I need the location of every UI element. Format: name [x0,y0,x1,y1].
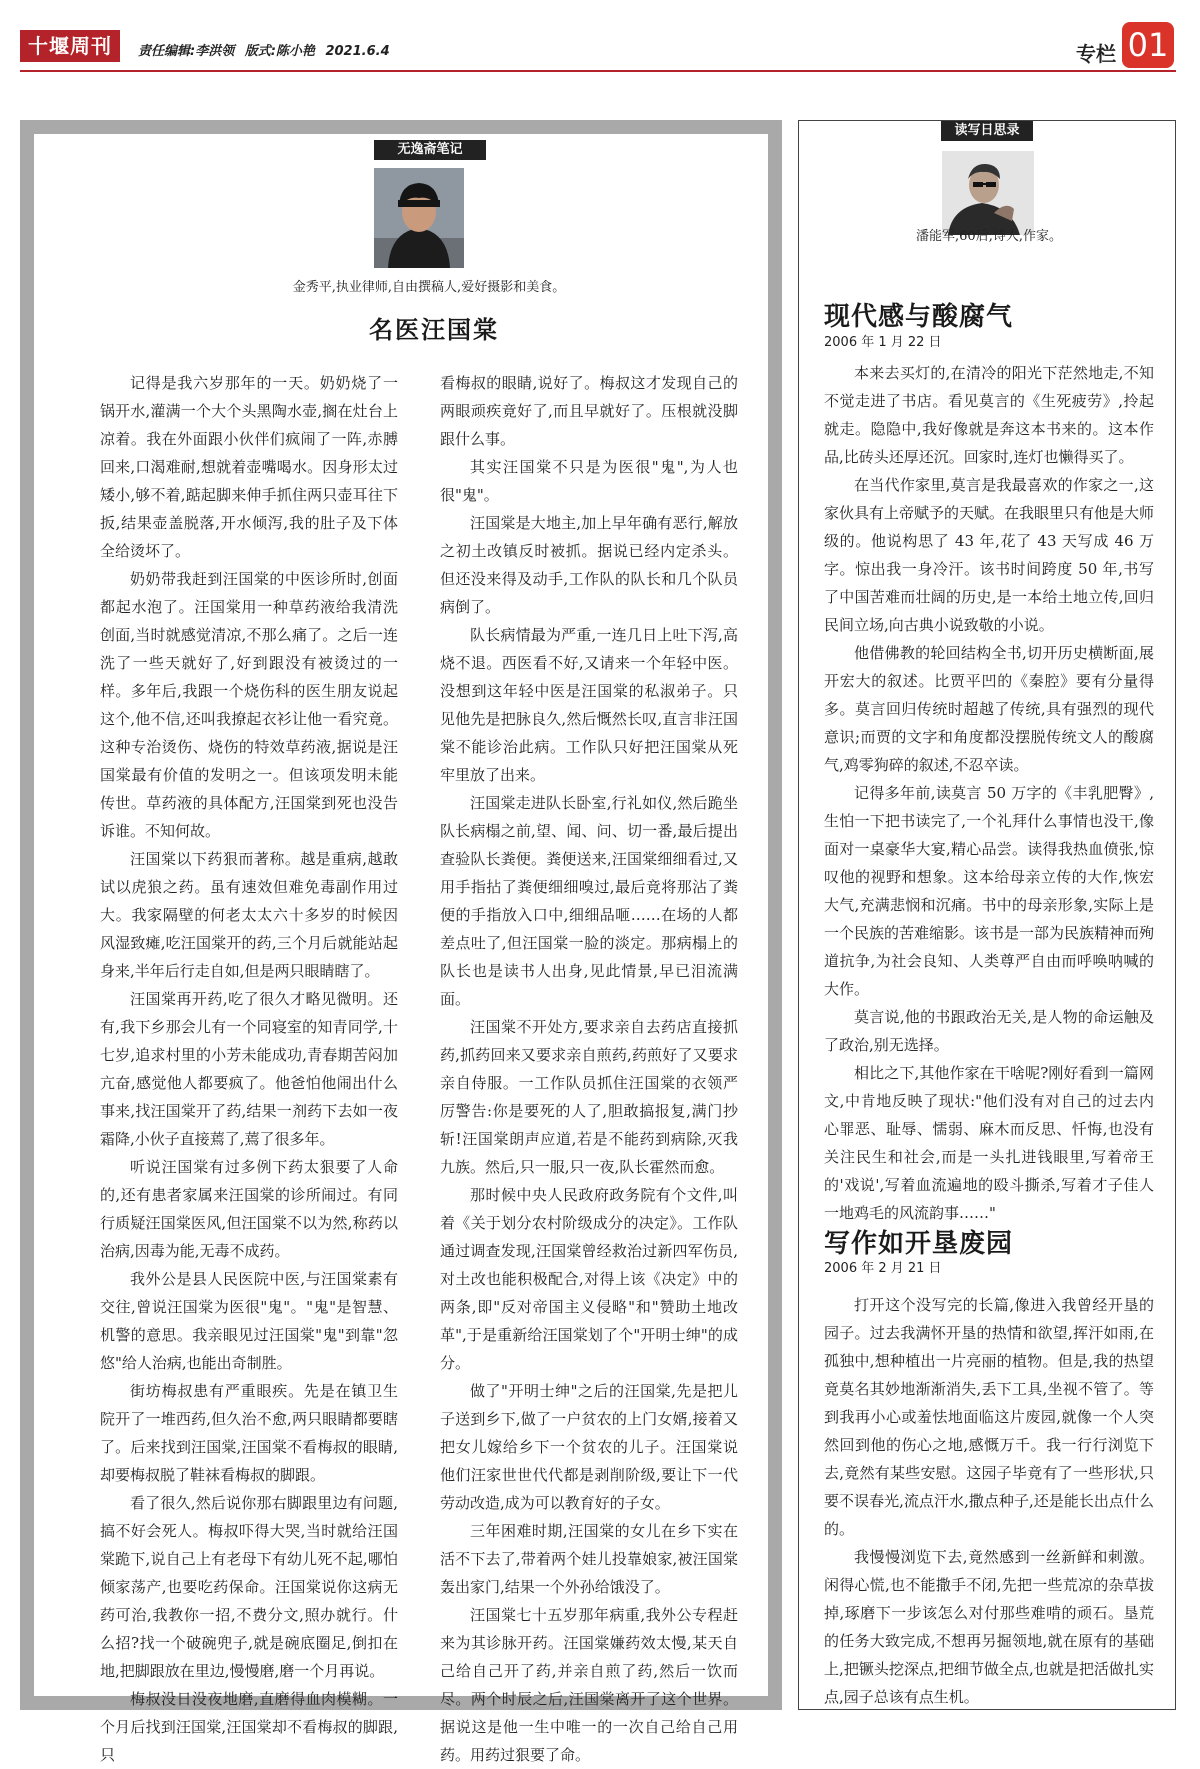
article-title: 名医汪国棠 [369,315,499,344]
paragraph: 听说汪国棠有过多例下药太狠要了人命的,还有患者家属来汪国棠的诊所闹过。有同行质疑汪国棠医风,但汪国棠不以为然,称药以治病,因毒为能,无毒不成药。 [100,1158,398,1260]
article-title: 现代感与酸腐气 [824,302,1014,332]
paragraph: 街坊梅叔患有严重眼疾。先是在镇卫生院开了一堆西药,但久治不愈,两只眼睛都要瞎了。后来找到汪国棠,汪国棠不看梅叔的眼睛,却要梅叔脱了鞋袜看梅叔的脚跟。 [100,1382,398,1484]
paragraph: 汪国棠再开药,吃了很久才略见微明。还有,我下乡那会儿有一个同寝室的知青同学,十七岁,追求村里的小芳未能成功,青春期苦闷加亢奋,感觉他人都要疯了。他爸怕他闹出什么事来,找汪国棠开了药,结果一剂药下去如一夜霜降,小伙子直接蔫了,蔫了很多年。 [100,990,398,1148]
paragraph: 汪国棠是大地主,加上早年确有恶行,解放之初土改镇反时被抓。据说已经内定杀头。但还没来得及动手,工作队的队长和几个队员病倒了。 [440,514,738,616]
paragraph: 汪国棠以下药狠而著称。越是重病,越敢试以虎狼之药。虽有速效但难免毒副作用过大。我家隔壁的何老太太六十多岁的时候因风湿致瘫,吃汪国棠开的药,三个月后就能站起身来,半年后行走自如,但是两只眼睛瞎了。 [100,850,398,980]
author-portrait-icon [374,168,464,268]
article-body-col-1 [100,369,398,1769]
edition-info [138,40,396,59]
author-portrait-icon [942,151,1034,235]
paragraph: 三年困难时期,汪国棠的女儿在乡下实在活不下去了,带着两个娃儿投靠娘家,被汪国棠轰出家门,结果一个外孙给饿没了。 [440,1522,738,1596]
paragraph: 队长病情最为严重,一连几日上吐下泻,高烧不退。西医看不好,又请来一个年轻中医。没想到这年轻中医是汪国棠的私淑弟子。只见他先是把脉良久,然后慨然长叹,直言非汪国棠不能诊治此病。工作队只好把汪国棠从死牢里放了出来。 [440,626,738,784]
paragraph: 本来去买灯的,在清冷的阳光下茫然地走,不知不觉走进了书店。看见莫言的《生死疲劳》,拎起就走。隐隐中,我好像就是奔这本书来的。这本作品,比砖头还厚还沉。回家时,连灯也懒得买了。 [824,364,1154,466]
paragraph: 那时候中央人民政府政务院有个文件,叫着《关于划分农村阶级成分的决定》。工作队通过调查发现,汪国棠曾经救治过新四军伤员,对土改也能积极配合,对得上该《决定》中的两条,即"反对帝国主义侵略"和"赞助土地改革",于是重新给汪国棠划了个"开明士绅"的成分。 [440,1186,738,1372]
issue-date: 2021.6.4 [325,44,390,59]
page-header [0,0,1200,80]
paragraph: 莫言说,他的书跟政治无关,是人物的命运触及了政治,别无选择。 [824,1008,1154,1054]
article-body [824,1291,1154,1711]
masthead-logo: 十堰周刊 [20,30,120,62]
paragraph: 梅叔没日没夜地磨,直磨得血肉模糊。一个月后找到汪国棠,汪国棠却不看梅叔的脚跟,只 [100,1690,398,1764]
author-photo [374,168,464,268]
paragraph: 看了很久,然后说你那右脚跟里边有问题,搞不好会死人。梅叔吓得大哭,当时就给汪国棠跪下,说自己上有老母下有幼儿死不起,哪怕倾家荡产,也要吃药保命。汪国棠说你这病无药可治,我教你一招,不费分文,照办就行。什么招?找一个破碗兜子,就是碗底圈足,倒扣在地,把脚跟放在里边,慢慢磨,磨一个月再说。 [100,1494,398,1680]
layout-credit: 版式:陈小艳 [244,44,315,59]
paragraph: 打开这个没写完的长篇,像进入我曾经开垦的园子。过去我满怀开垦的热情和欲望,挥汗如雨,在孤独中,想种植出一片亮丽的植物。但是,我的热望竟莫名其妙地渐渐消失,丢下工具,坐视不管了。等到我再小心或羞怯地面临这片废园,就像一个人突然回到他的伤心之地,感慨万千。我一行行浏览下去,竟然有某些安慰。这园子毕竟有了一些形状,只要不误春光,流点汗水,撒点种子,还是能长出点什么的。 [824,1296,1154,1538]
column-tag: 读写日思录 [941,121,1033,141]
paragraph: 我慢慢浏览下去,竟然感到一丝新鲜和刺激。闲得心慌,也不能撒手不闭,先把一些荒凉的杂草拔掉,琢磨下一步该怎么对付那些难啃的顽石。垦荒的任务大致完成,不想再另掘领地,就在原有的基础上,把镢头挖深点,把细节做全点,也就是把活做扎实点,园子总该有点生机。 [824,1548,1154,1706]
article-title: 写作如开垦废园 [824,1229,1014,1259]
paragraph: 奶奶带我赶到汪国棠的中医诊所时,创面都起水泡了。汪国棠用一种草药液给我清洗创面,当时就感觉清凉,不那么痛了。之后一连洗了一些天就好了,好到跟没有被烫过的一样。多年后,我跟一个烧伤科的医生朋友说起这个,他不信,还叫我撩起衣衫让他一看究竟。这种专治烫伤、烧伤的特效草药液,据说是汪国棠最有价值的发明之一。但该项发明未能传世。草药液的具体配方,汪国棠到死也没告诉谁。不知何故。 [100,570,398,840]
paragraph: 记得是我六岁那年的一天。奶奶烧了一锅开水,灌满一个大个头黑陶水壶,搁在灶台上凉着。我在外面跟小伙伴们疯闹了一阵,赤膊回来,口渴难耐,想就着壶嘴喝水。因身形太过矮小,够不着,踮起脚来伸手抓住两只壶耳往下扳,结果壶盖脱落,开水倾泻,我的肚子及下体全给烫坏了。 [100,374,398,560]
article-body [824,359,1154,1227]
article-date: 2006 年 2 月 21 日 [824,1261,942,1276]
column-tag: 无逸斋笔记 [374,140,486,160]
paragraph: 看梅叔的眼睛,说好了。梅叔这才发现自己的两眼顽疾竟好了,而且早就好了。压根就没脚跟什么事。 [440,374,738,448]
author-caption: 金秀平,执业律师,自由撰稿人,爱好摄影和美食。 [292,280,566,295]
author-photo [942,151,1034,235]
left-article-frame [20,120,782,1764]
paragraph: 在当代作家里,莫言是我最喜欢的作家之一,这家伙具有上帝赋予的天赋。在我眼里只有他是大师级的。他说构思了 43 年,花了 43 天写成 46 万字。惊出我一身冷汗。该书时间跨度 50 年,书写了中国苦难而壮阔的历史,是一本给土地立传,回归民间立场,向古典小说致敬的小说。 [824,476,1155,634]
paragraph: 我外公是县人民医院中医,与汪国棠素有交往,曾说汪国棠为医很"鬼"。"鬼"是智慧、机警的意思。我亲眼见过汪国棠"鬼"到靠"忽悠"给人治病,也能出奇制胜。 [100,1270,398,1372]
header-divider [20,70,1176,72]
paragraph: 其实汪国棠不只是为医很"鬼",为人也很"鬼"。 [440,458,738,504]
author-caption: 潘能军,60后,诗人,作家。 [916,229,1062,244]
article-body-col-2 [440,369,738,1769]
paragraph: 做了"开明士绅"之后的汪国棠,先是把儿子送到乡下,做了一户贫农的上门女婿,接着又把女儿嫁给乡下一个贫农的儿子。汪国棠说他们汪家世世代代都是剥削阶级,要让下一代劳动改造,成为可以教育好的子女。 [440,1382,738,1512]
page-number-badge: 01 [1122,22,1174,68]
paragraph: 汪国棠不开处方,要求亲自去药店直接抓药,抓药回来又要求亲自煎药,药煎好了又要求亲自侍服。一工作队员抓住汪国棠的衣领严厉警告:你是要死的人了,胆敢搞报复,满门抄斩!汪国棠朗声应道,若是不能药到病除,灭我九族。然后,只一服,只一夜,队长霍然而愈。 [440,1018,738,1176]
paragraph: 他借佛教的轮回结构全书,切开历史横断面,展开宏大的叙述。比贾平凹的《秦腔》要有分量得多。莫言回归传统时超越了传统,具有强烈的现代意识;而贾的文字和角度都没摆脱传统文人的酸腐气,鸡零狗碎的叙述,不忍卒读。 [824,644,1154,774]
article-date: 2006 年 1 月 22 日 [824,335,942,350]
paragraph: 记得多年前,读莫言 50 万字的《丰乳肥臀》,生怕一下把书读完了,一个礼拜什么事情也没干,像面对一桌豪华大宴,精心品尝。读得我热血偾张,惊叹他的视野和想象。这本给母亲立传的大作,恢宏大气,充满悲悯和沉痛。书中的母亲形象,实际上是一个民族的苦难缩影。该书是一部为民族精神而殉道抗争,为社会良知、人类尊严自由而呼唤呐喊的大作。 [824,784,1155,998]
paragraph: 汪国棠走进队长卧室,行礼如仪,然后跪坐队长病榻之前,望、闻、问、切一番,最后提出查验队长粪便。粪便送来,汪国棠细细看过,又用手指拈了粪便细细嗅过,最后竟将那沾了粪便的手指放入口中,细细品咂……在场的人都差点吐了,但汪国棠一脸的淡定。那病榻上的队长也是读书人出身,见此情景,早已泪流满面。 [440,794,738,1008]
editor-credit: 责任编辑:李洪领 [138,44,235,59]
section-label: 专栏 [1076,42,1116,66]
paragraph: 相比之下,其他作家在干啥呢?刚好看到一篇网文,中肯地反映了现状:"他们没有对自己的过去内心罪恶、耻辱、懦弱、麻木而反思、忏悔,也没有关注民生和社会,而是一头扎进钱眼里,写着帝王的'戏说',写着血流遍地的殴斗撕杀,写着才子佳人一地鸡毛的风流韵事……" [824,1064,1154,1222]
paragraph: 汪国棠七十五岁那年病重,我外公专程赶来为其诊脉开药。汪国棠嫌药效太慢,某天自己给自己开了药,并亲自煎了药,然后一饮而尽。两个时辰之后,汪国棠离开了这个世界。据说这是他一生中唯一的一次自己给自己用药。用药过狠要了命。 [440,1606,738,1764]
right-column-frame [798,120,1176,1710]
